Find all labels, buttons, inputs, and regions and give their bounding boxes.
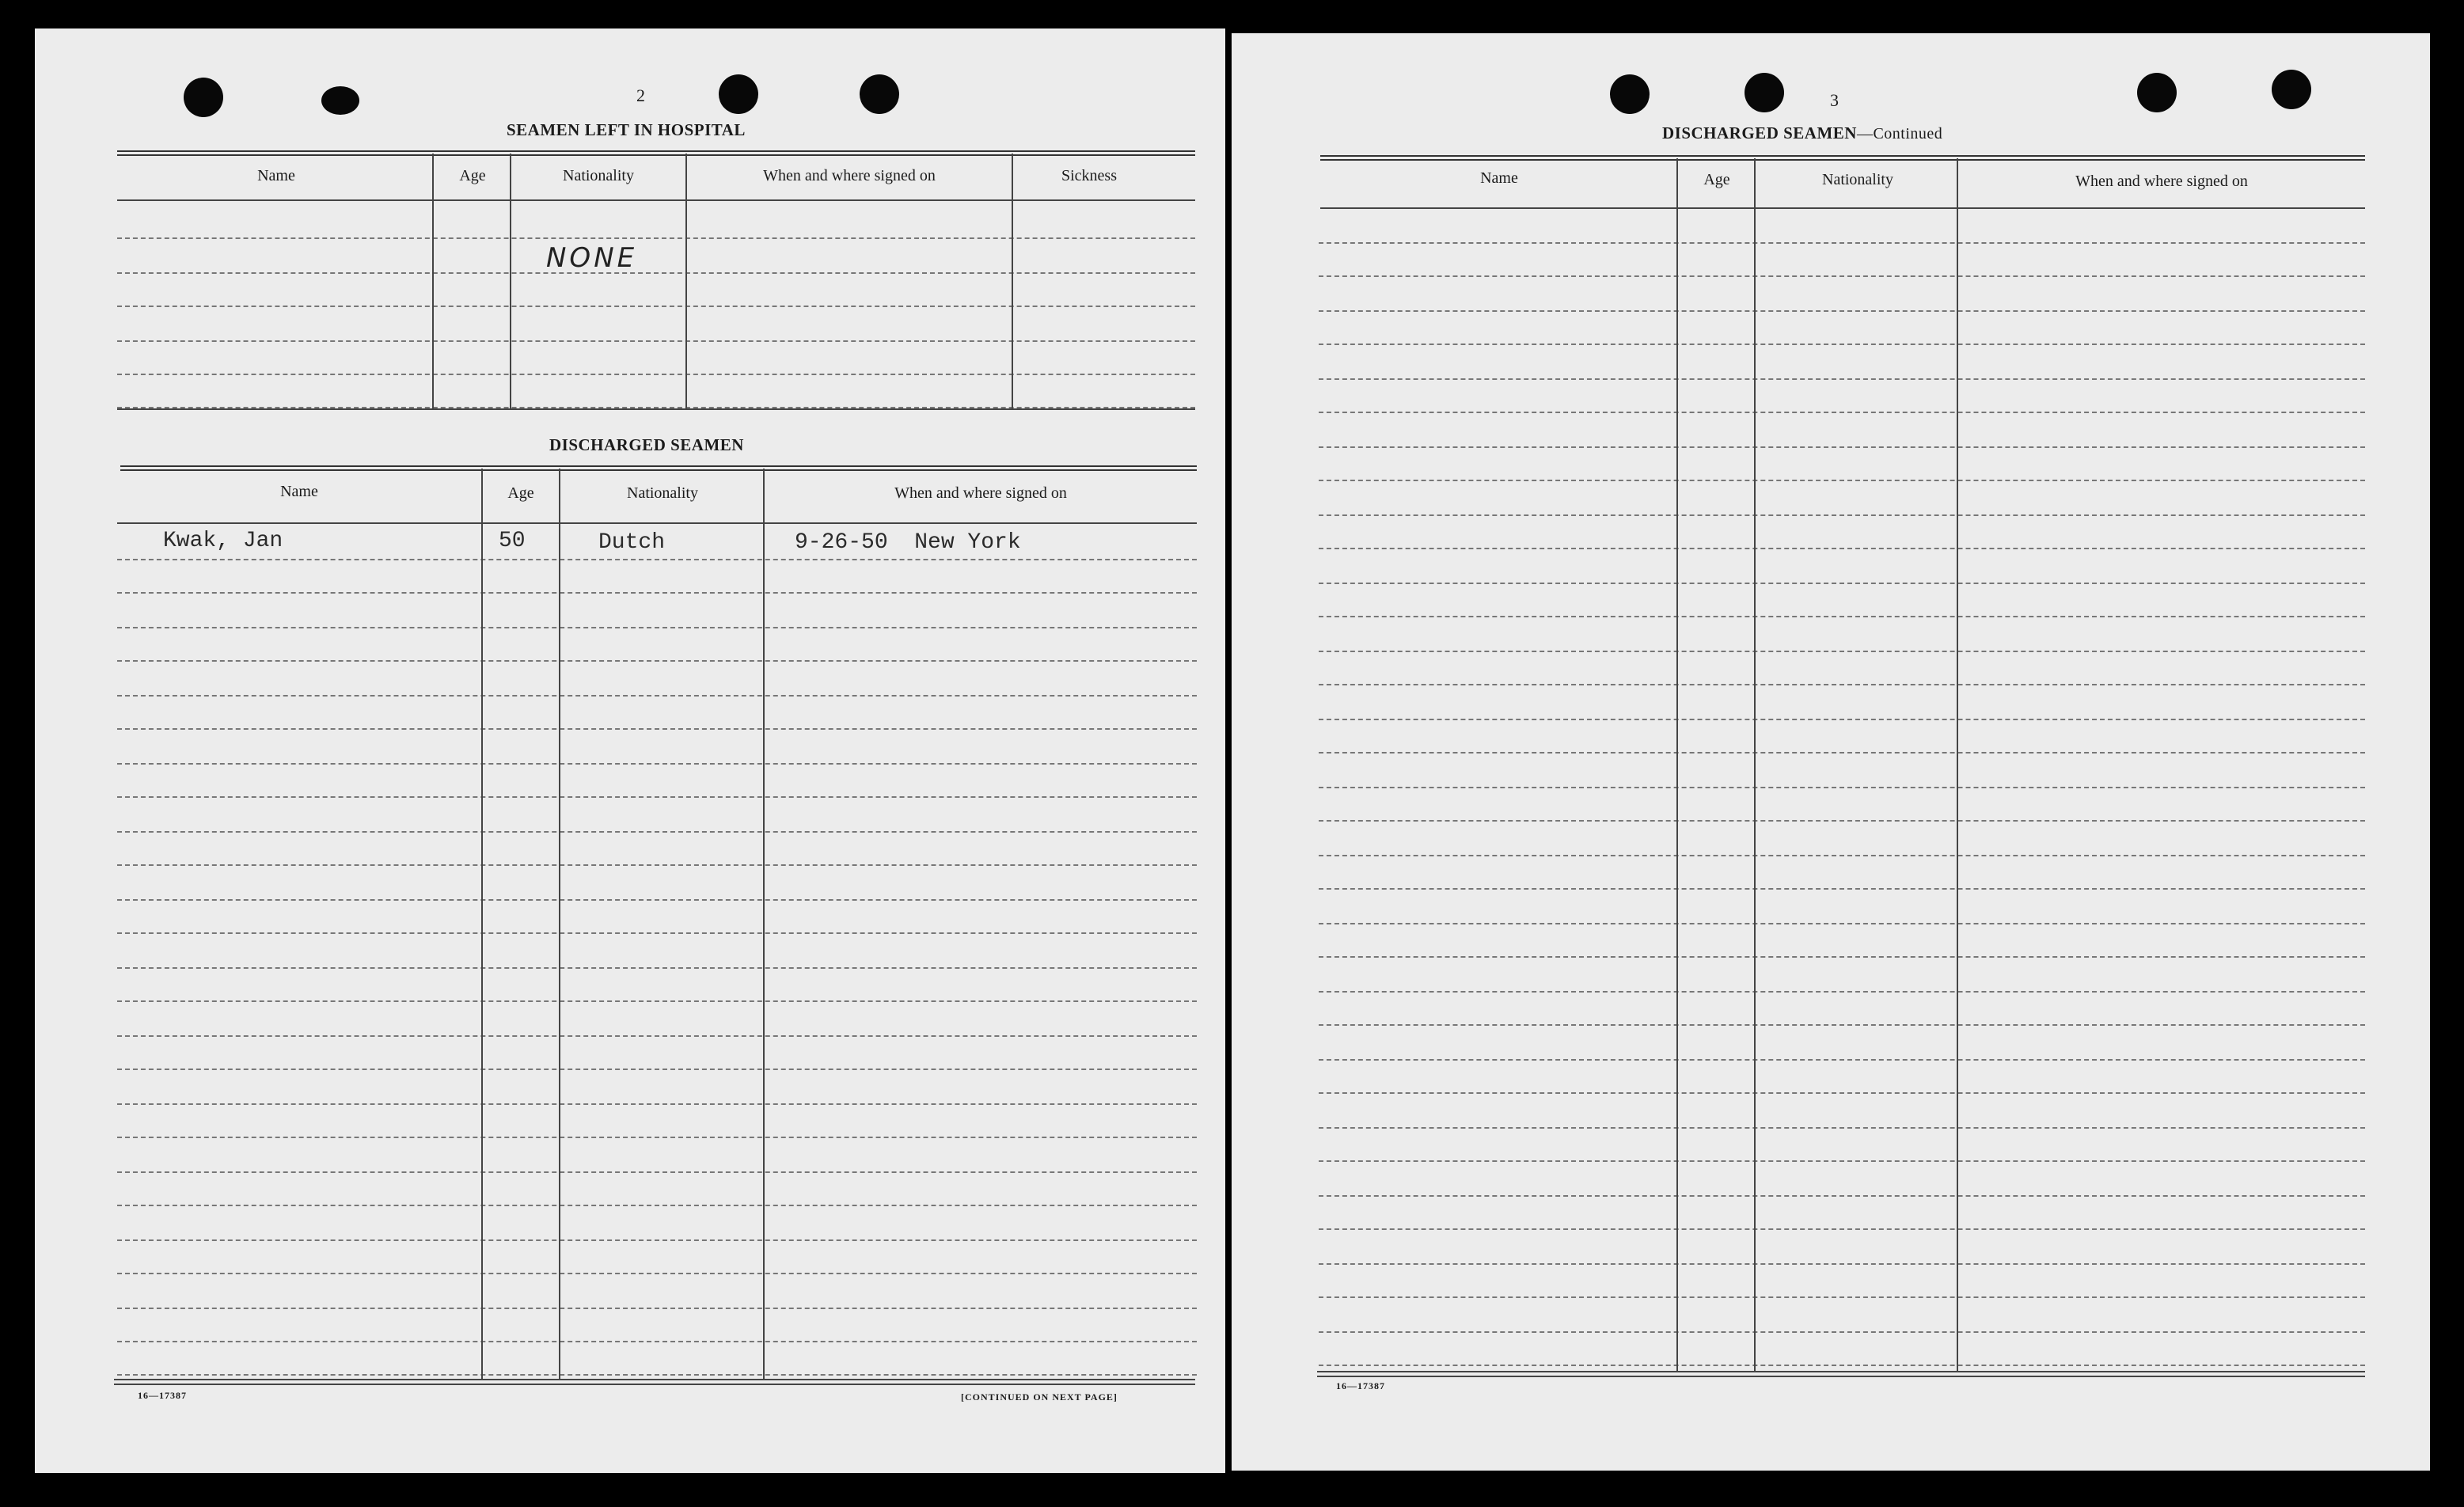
punch-hole bbox=[719, 74, 758, 114]
discharged-row-line bbox=[117, 1374, 1197, 1376]
handwritten-none: NONE bbox=[546, 242, 638, 274]
hospital-col-divider bbox=[510, 154, 511, 408]
hospital-section-title: SEAMEN LEFT IN HOSPITAL bbox=[507, 120, 746, 139]
right-row-line bbox=[1319, 651, 2365, 652]
discharged-col-signed-on: When and where signed on bbox=[894, 484, 1067, 502]
right-row-line bbox=[1319, 514, 2365, 516]
right-row-line bbox=[1319, 1365, 2365, 1366]
right-row-line bbox=[1319, 1160, 2365, 1162]
hospital-col-divider bbox=[432, 154, 434, 408]
punch-hole bbox=[1745, 73, 1784, 112]
punch-hole bbox=[184, 78, 223, 117]
discharged-row-line bbox=[117, 728, 1197, 730]
page-number: 3 bbox=[1830, 90, 1839, 110]
discharged-col-name: Name bbox=[280, 483, 318, 500]
right-col-divider bbox=[1754, 158, 1756, 1371]
discharged-row-line bbox=[117, 932, 1197, 934]
right-row-line bbox=[1319, 684, 2365, 685]
discharged-row-line bbox=[117, 1308, 1197, 1309]
right-row-line bbox=[1319, 1263, 2365, 1265]
right-col-age: Age bbox=[1703, 171, 1730, 188]
seaman-signed-on: 9-26-50 New York bbox=[795, 530, 1021, 555]
right-section-title bbox=[1662, 123, 1942, 143]
discharged-col-nationality: Nationality bbox=[627, 484, 698, 502]
right-header-rule bbox=[1320, 207, 2365, 209]
right-row-line bbox=[1319, 480, 2365, 481]
right-row-line bbox=[1319, 719, 2365, 720]
right-row-line bbox=[1319, 1228, 2365, 1230]
left-page bbox=[35, 28, 1225, 1473]
hospital-table-top-rule bbox=[117, 150, 1195, 156]
right-col-divider bbox=[1957, 158, 1958, 1371]
right-row-line bbox=[1319, 616, 2365, 617]
right-col-divider bbox=[1676, 158, 1678, 1371]
discharged-row-line bbox=[117, 1341, 1197, 1342]
discharged-col-divider bbox=[763, 469, 765, 1380]
discharged-row-line bbox=[117, 967, 1197, 969]
discharged-row-line bbox=[117, 763, 1197, 765]
right-bottom-rule bbox=[1317, 1376, 2365, 1377]
page-number: 2 bbox=[636, 85, 645, 105]
right-row-line bbox=[1319, 991, 2365, 993]
discharged-row-line bbox=[117, 695, 1197, 697]
discharged-row-line bbox=[117, 1171, 1197, 1173]
discharged-row-line bbox=[117, 1137, 1197, 1138]
right-row-line bbox=[1319, 275, 2365, 277]
right-col-nationality: Nationality bbox=[1822, 171, 1893, 188]
hospital-col-nationality: Nationality bbox=[563, 167, 634, 184]
discharged-row-line bbox=[117, 1069, 1197, 1070]
right-row-line bbox=[1319, 1092, 2365, 1094]
discharged-bottom-rule bbox=[114, 1379, 1195, 1380]
hospital-col-age: Age bbox=[459, 167, 486, 184]
right-row-line bbox=[1319, 548, 2365, 549]
right-row-line bbox=[1319, 1296, 2365, 1298]
right-row-line bbox=[1319, 752, 2365, 754]
discharged-row-line bbox=[117, 864, 1197, 866]
hospital-row-line bbox=[117, 237, 1195, 239]
discharged-row-line bbox=[117, 899, 1197, 901]
punch-hole bbox=[321, 86, 359, 115]
right-row-line bbox=[1319, 820, 2365, 822]
right-row-line bbox=[1319, 787, 2365, 788]
right-row-line bbox=[1319, 956, 2365, 958]
right-row-line bbox=[1319, 446, 2365, 448]
hospital-bottom-rule bbox=[117, 408, 1195, 410]
discharged-row-line bbox=[117, 1239, 1197, 1241]
right-row-line bbox=[1319, 1195, 2365, 1197]
form-number: 16—17387 bbox=[138, 1390, 187, 1401]
discharged-row-line bbox=[117, 1035, 1197, 1037]
right-col-name: Name bbox=[1480, 169, 1518, 187]
hospital-row-line bbox=[117, 306, 1195, 307]
right-col-signed-on: When and where signed on bbox=[2075, 173, 2248, 190]
hospital-header-rule bbox=[117, 199, 1195, 201]
form-number: 16—17387 bbox=[1336, 1380, 1385, 1391]
discharged-row-line bbox=[117, 1205, 1197, 1206]
discharged-col-divider bbox=[559, 469, 560, 1380]
seaman-name: Kwak, Jan bbox=[163, 529, 283, 553]
hospital-col-divider bbox=[685, 154, 687, 408]
right-title-continued: —Continued bbox=[1856, 125, 1943, 142]
discharged-row-line bbox=[117, 1000, 1197, 1002]
right-row-line bbox=[1319, 1059, 2365, 1061]
right-bottom-rule bbox=[1317, 1371, 2365, 1372]
seaman-nationality: Dutch bbox=[598, 530, 666, 555]
right-row-line bbox=[1319, 855, 2365, 856]
continued-note: [CONTINUED ON NEXT PAGE] bbox=[961, 1391, 1118, 1403]
right-row-line bbox=[1319, 1127, 2365, 1129]
discharged-col-divider bbox=[481, 469, 483, 1380]
punch-hole bbox=[2272, 70, 2311, 109]
discharged-row-line bbox=[117, 1103, 1197, 1105]
right-row-line bbox=[1319, 583, 2365, 584]
punch-hole bbox=[2137, 73, 2177, 112]
discharged-row-line bbox=[117, 559, 1197, 560]
punch-hole bbox=[860, 74, 899, 114]
hospital-col-divider bbox=[1012, 154, 1013, 408]
right-title-main: DISCHARGED SEAMEN bbox=[1662, 123, 1857, 142]
discharged-col-age: Age bbox=[507, 484, 534, 502]
discharged-row-line bbox=[117, 796, 1197, 798]
discharged-table-top-rule bbox=[120, 465, 1197, 471]
hospital-row-line bbox=[117, 374, 1195, 375]
discharged-section-title: DISCHARGED SEAMEN bbox=[549, 435, 744, 454]
seaman-age: 50 bbox=[499, 529, 526, 553]
right-row-line bbox=[1319, 242, 2365, 244]
right-row-line bbox=[1319, 344, 2365, 345]
right-row-line bbox=[1319, 412, 2365, 413]
right-row-line bbox=[1319, 1024, 2365, 1026]
hospital-col-name: Name bbox=[257, 167, 295, 184]
right-page bbox=[1232, 33, 2430, 1471]
punch-hole bbox=[1610, 74, 1650, 114]
discharged-row-line bbox=[117, 831, 1197, 833]
discharged-row-line bbox=[117, 660, 1197, 662]
right-row-line bbox=[1319, 310, 2365, 312]
discharged-row-line bbox=[117, 592, 1197, 594]
hospital-col-signed-on: When and where signed on bbox=[763, 167, 936, 184]
hospital-col-sickness: Sickness bbox=[1061, 167, 1117, 184]
right-table-top-rule bbox=[1320, 155, 2365, 161]
discharged-bottom-rule bbox=[114, 1384, 1195, 1385]
hospital-row-line bbox=[117, 272, 1195, 274]
right-row-line bbox=[1319, 378, 2365, 380]
right-row-line bbox=[1319, 888, 2365, 890]
right-row-line bbox=[1319, 923, 2365, 924]
discharged-header-rule bbox=[117, 522, 1197, 524]
discharged-row-line bbox=[117, 627, 1197, 628]
discharged-row-line bbox=[117, 1273, 1197, 1274]
right-row-line bbox=[1319, 1331, 2365, 1333]
hospital-row-line bbox=[117, 340, 1195, 342]
